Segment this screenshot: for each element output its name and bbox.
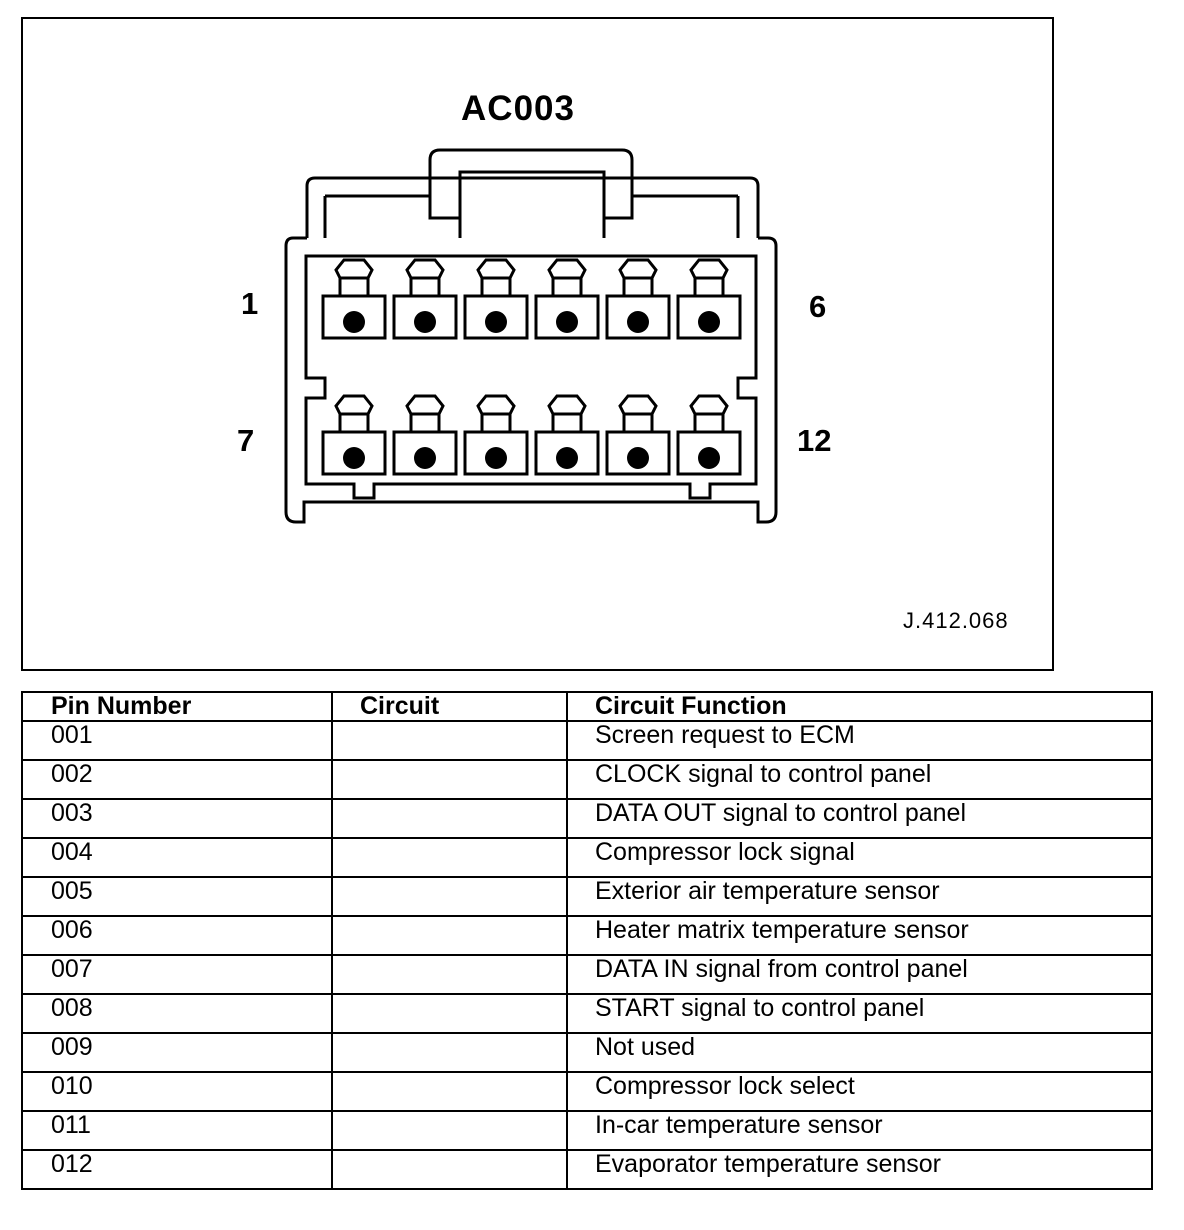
cell-pin: 012 [22,1150,332,1189]
pin-label-first-top: 1 [241,286,259,321]
cell-pin: 003 [22,799,332,838]
cell-circuit [332,799,567,838]
cell-function: Exterior air temperature sensor [567,877,1152,916]
cell-function: Screen request to ECM [567,721,1152,760]
header-circuit-function: Circuit Function [567,692,1152,721]
cell-pin: 011 [22,1111,332,1150]
pin-label-last-bottom: 12 [797,423,832,458]
cell-function: DATA IN signal from control panel [567,955,1152,994]
cell-pin: 006 [22,916,332,955]
header-circuit: Circuit [332,692,567,721]
cell-pin: 007 [22,955,332,994]
cell-pin: 010 [22,1072,332,1111]
pin-label-first-bottom: 7 [237,423,255,458]
cell-circuit [332,994,567,1033]
table-row [22,877,1152,916]
cell-circuit [332,916,567,955]
table-row [22,1033,1152,1072]
cell-circuit [332,1033,567,1072]
cell-circuit [332,721,567,760]
cell-function: DATA OUT signal to control panel [567,799,1152,838]
pin-function-table [21,691,1153,1190]
table-row [22,994,1152,1033]
cell-circuit [332,1111,567,1150]
header-pin-number: Pin Number [22,692,332,721]
cell-function: Evaporator temperature sensor [567,1150,1152,1189]
cell-circuit [332,955,567,994]
cell-function: Not used [567,1033,1152,1072]
table-row [22,916,1152,955]
cell-function: Compressor lock signal [567,838,1152,877]
cell-circuit [332,1072,567,1111]
table-row [22,1072,1152,1111]
table-row [22,955,1152,994]
connector-id-title: AC003 [461,89,575,128]
table-row [22,1111,1152,1150]
cell-function: START signal to control panel [567,994,1152,1033]
cell-circuit [332,760,567,799]
cell-pin: 008 [22,994,332,1033]
cell-circuit [332,838,567,877]
table-row [22,721,1152,760]
cell-function: CLOCK signal to control panel [567,760,1152,799]
table-row [22,799,1152,838]
cell-function: Compressor lock select [567,1072,1152,1111]
cell-function: Heater matrix temperature sensor [567,916,1152,955]
cell-pin: 002 [22,760,332,799]
pin-label-last-top: 6 [809,289,827,324]
cell-circuit [332,877,567,916]
cell-pin: 004 [22,838,332,877]
cell-circuit [332,1150,567,1189]
diagram-frame [21,17,1054,671]
cell-pin: 009 [22,1033,332,1072]
cell-pin: 001 [22,721,332,760]
cell-pin: 005 [22,877,332,916]
reference-code: J.412.068 [903,608,1009,633]
table-row [22,838,1152,877]
table-header-row [22,692,1152,721]
table-row [22,1150,1152,1189]
table-row [22,760,1152,799]
cell-function: In-car temperature sensor [567,1111,1152,1150]
